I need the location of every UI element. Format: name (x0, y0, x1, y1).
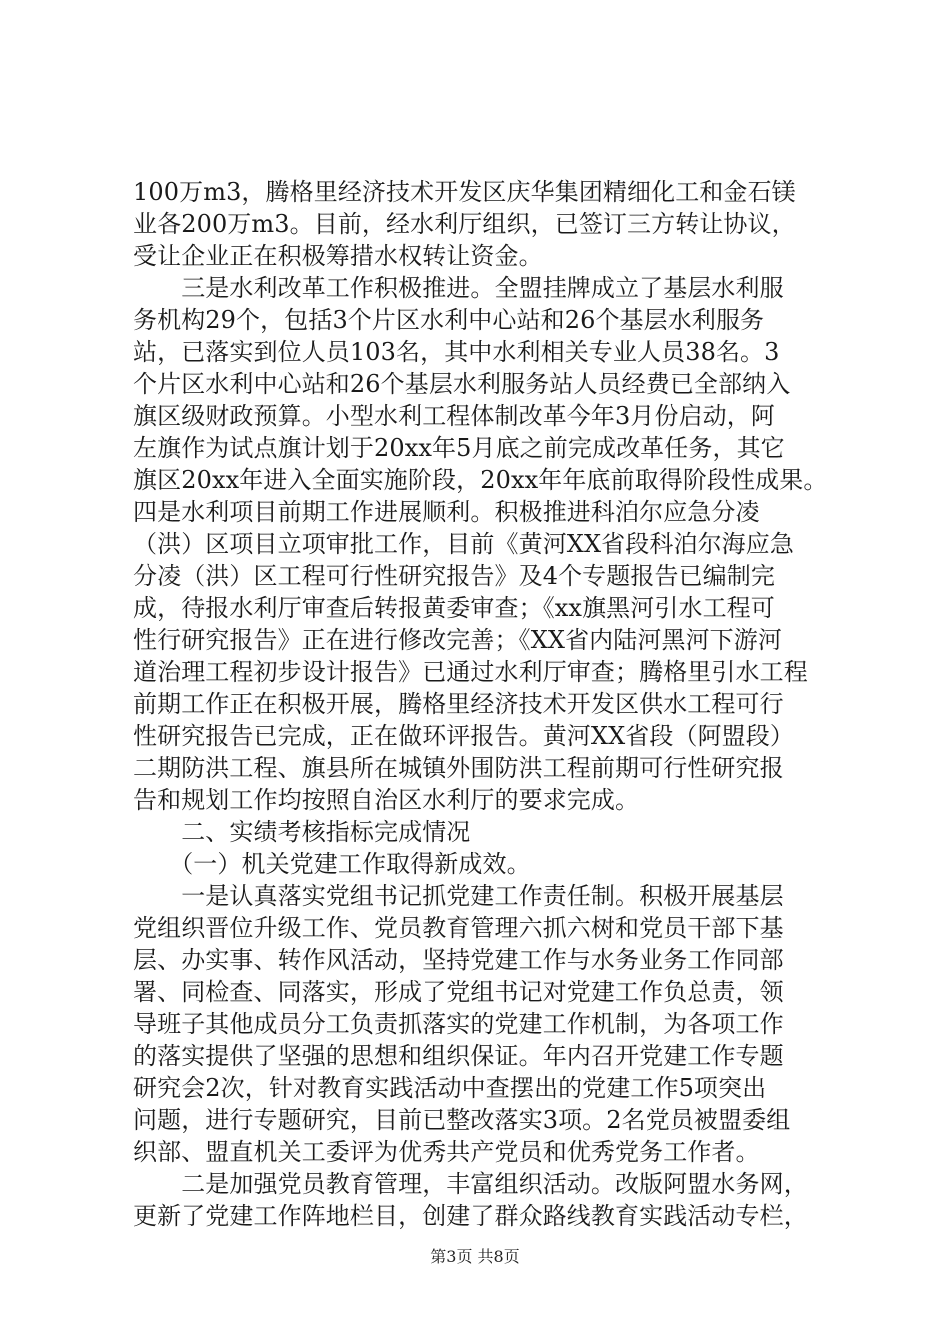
text-line: 的落实提供了坚强的思想和组织保证。年内召开党建工作专题 (133, 1042, 784, 1070)
text-line: 三是水利改革工作积极推进。全盟挂牌成立了基层水利服 (133, 274, 784, 302)
text-line: 个片区水利中心站和26个基层水利服务站人员经费已全部纳入 (133, 370, 791, 398)
text-line: 二期防洪工程、旗县所在城镇外围防洪工程前期可行性研究报 (133, 754, 784, 782)
text-line: 务机构29个，包括3个片区水利中心站和26个基层水利服务 (133, 306, 765, 334)
subsection-heading: （一）机关党建工作取得新成效。 (133, 850, 531, 878)
text-line: 导班子其他成员分工负责抓落实的党建工作机制，为各项工作 (133, 1010, 784, 1038)
text-line: 层、办实事、转作风活动，坚持党建工作与水务业务工作同部 (133, 946, 784, 974)
text-line: 前期工作正在积极开展，腾格里经济技术开发区供水工程可行 (133, 690, 784, 718)
text-line: 性行研究报告》正在进行修改完善；《XX省内陆河黑河下游河 (133, 626, 782, 654)
text-line: 问题，进行专题研究，目前已整改落实3项。2名党员被盟委组 (133, 1106, 791, 1134)
text-line: 100万m3，腾格里经济技术开发区庆华集团精细化工和金石镁 (133, 178, 796, 206)
text-line: 一是认真落实党组书记抓党建工作责任制。积极开展基层 (133, 882, 784, 910)
text-line: 署、同检查、同落实，形成了党组书记对党建工作负总责，领 (133, 978, 784, 1006)
text-line: 业各200万m3。目前，经水利厅组织，已签订三方转让协议， (133, 210, 796, 238)
section-heading: 二、实绩考核指标完成情况 (133, 818, 471, 846)
text-line: 二是加强党员教育管理，丰富组织活动。改版阿盟水务网， (133, 1170, 808, 1198)
text-line: 织部、盟直机关工委评为优秀共产党员和优秀党务工作者。 (133, 1138, 760, 1166)
text-line: 研究会2次，针对教育实践活动中查摆出的党建工作5项突出 (133, 1074, 767, 1102)
text-line: 受让企业正在积极筹措水权转让资金。 (133, 242, 543, 270)
text-line: 旗区20xx年进入全面实施阶段，20xx年年底前取得阶段性成果。 (133, 466, 828, 494)
text-line: 更新了党建工作阵地栏目，创建了群众路线教育实践活动专栏， (133, 1202, 808, 1230)
text-line: 旗区级财政预算。小型水利工程体制改革今年3月份启动，阿 (133, 402, 775, 430)
text-line: 成，待报水利厅审查后转报黄委审查；《xx旗黑河引水工程可 (133, 594, 775, 622)
text-line: 性研究报告已完成，正在做环评报告。黄河XX省段（阿盟段） (133, 722, 794, 750)
text-line: 左旗作为试点旗计划于20xx年5月底之前完成改革任务，其它 (133, 434, 785, 462)
page-number-footer: 第3页 共8页 (430, 1247, 520, 1266)
text-line: 站，已落实到位人员103名，其中水利相关专业人员38名。3 (133, 338, 780, 366)
text-line: 分凌（洪）区工程可行性研究报告》及4个专题报告已编制完 (133, 562, 775, 590)
text-line: （洪）区项目立项审批工作，目前《黄河XX省段科泊尔海应急 (133, 530, 794, 558)
text-line: 道治理工程初步设计报告》已通过水利厅审查；腾格里引水工程 (133, 658, 808, 686)
document-body (133, 176, 833, 1232)
text-line: 告和规划工作均按照自治区水利厅的要求完成。 (133, 786, 640, 814)
text-line: 党组织晋位升级工作、党员教育管理六抓六树和党员干部下基 (133, 914, 784, 942)
text-line: 四是水利项目前期工作进展顺利。积极推进科泊尔应急分凌 (133, 498, 760, 526)
